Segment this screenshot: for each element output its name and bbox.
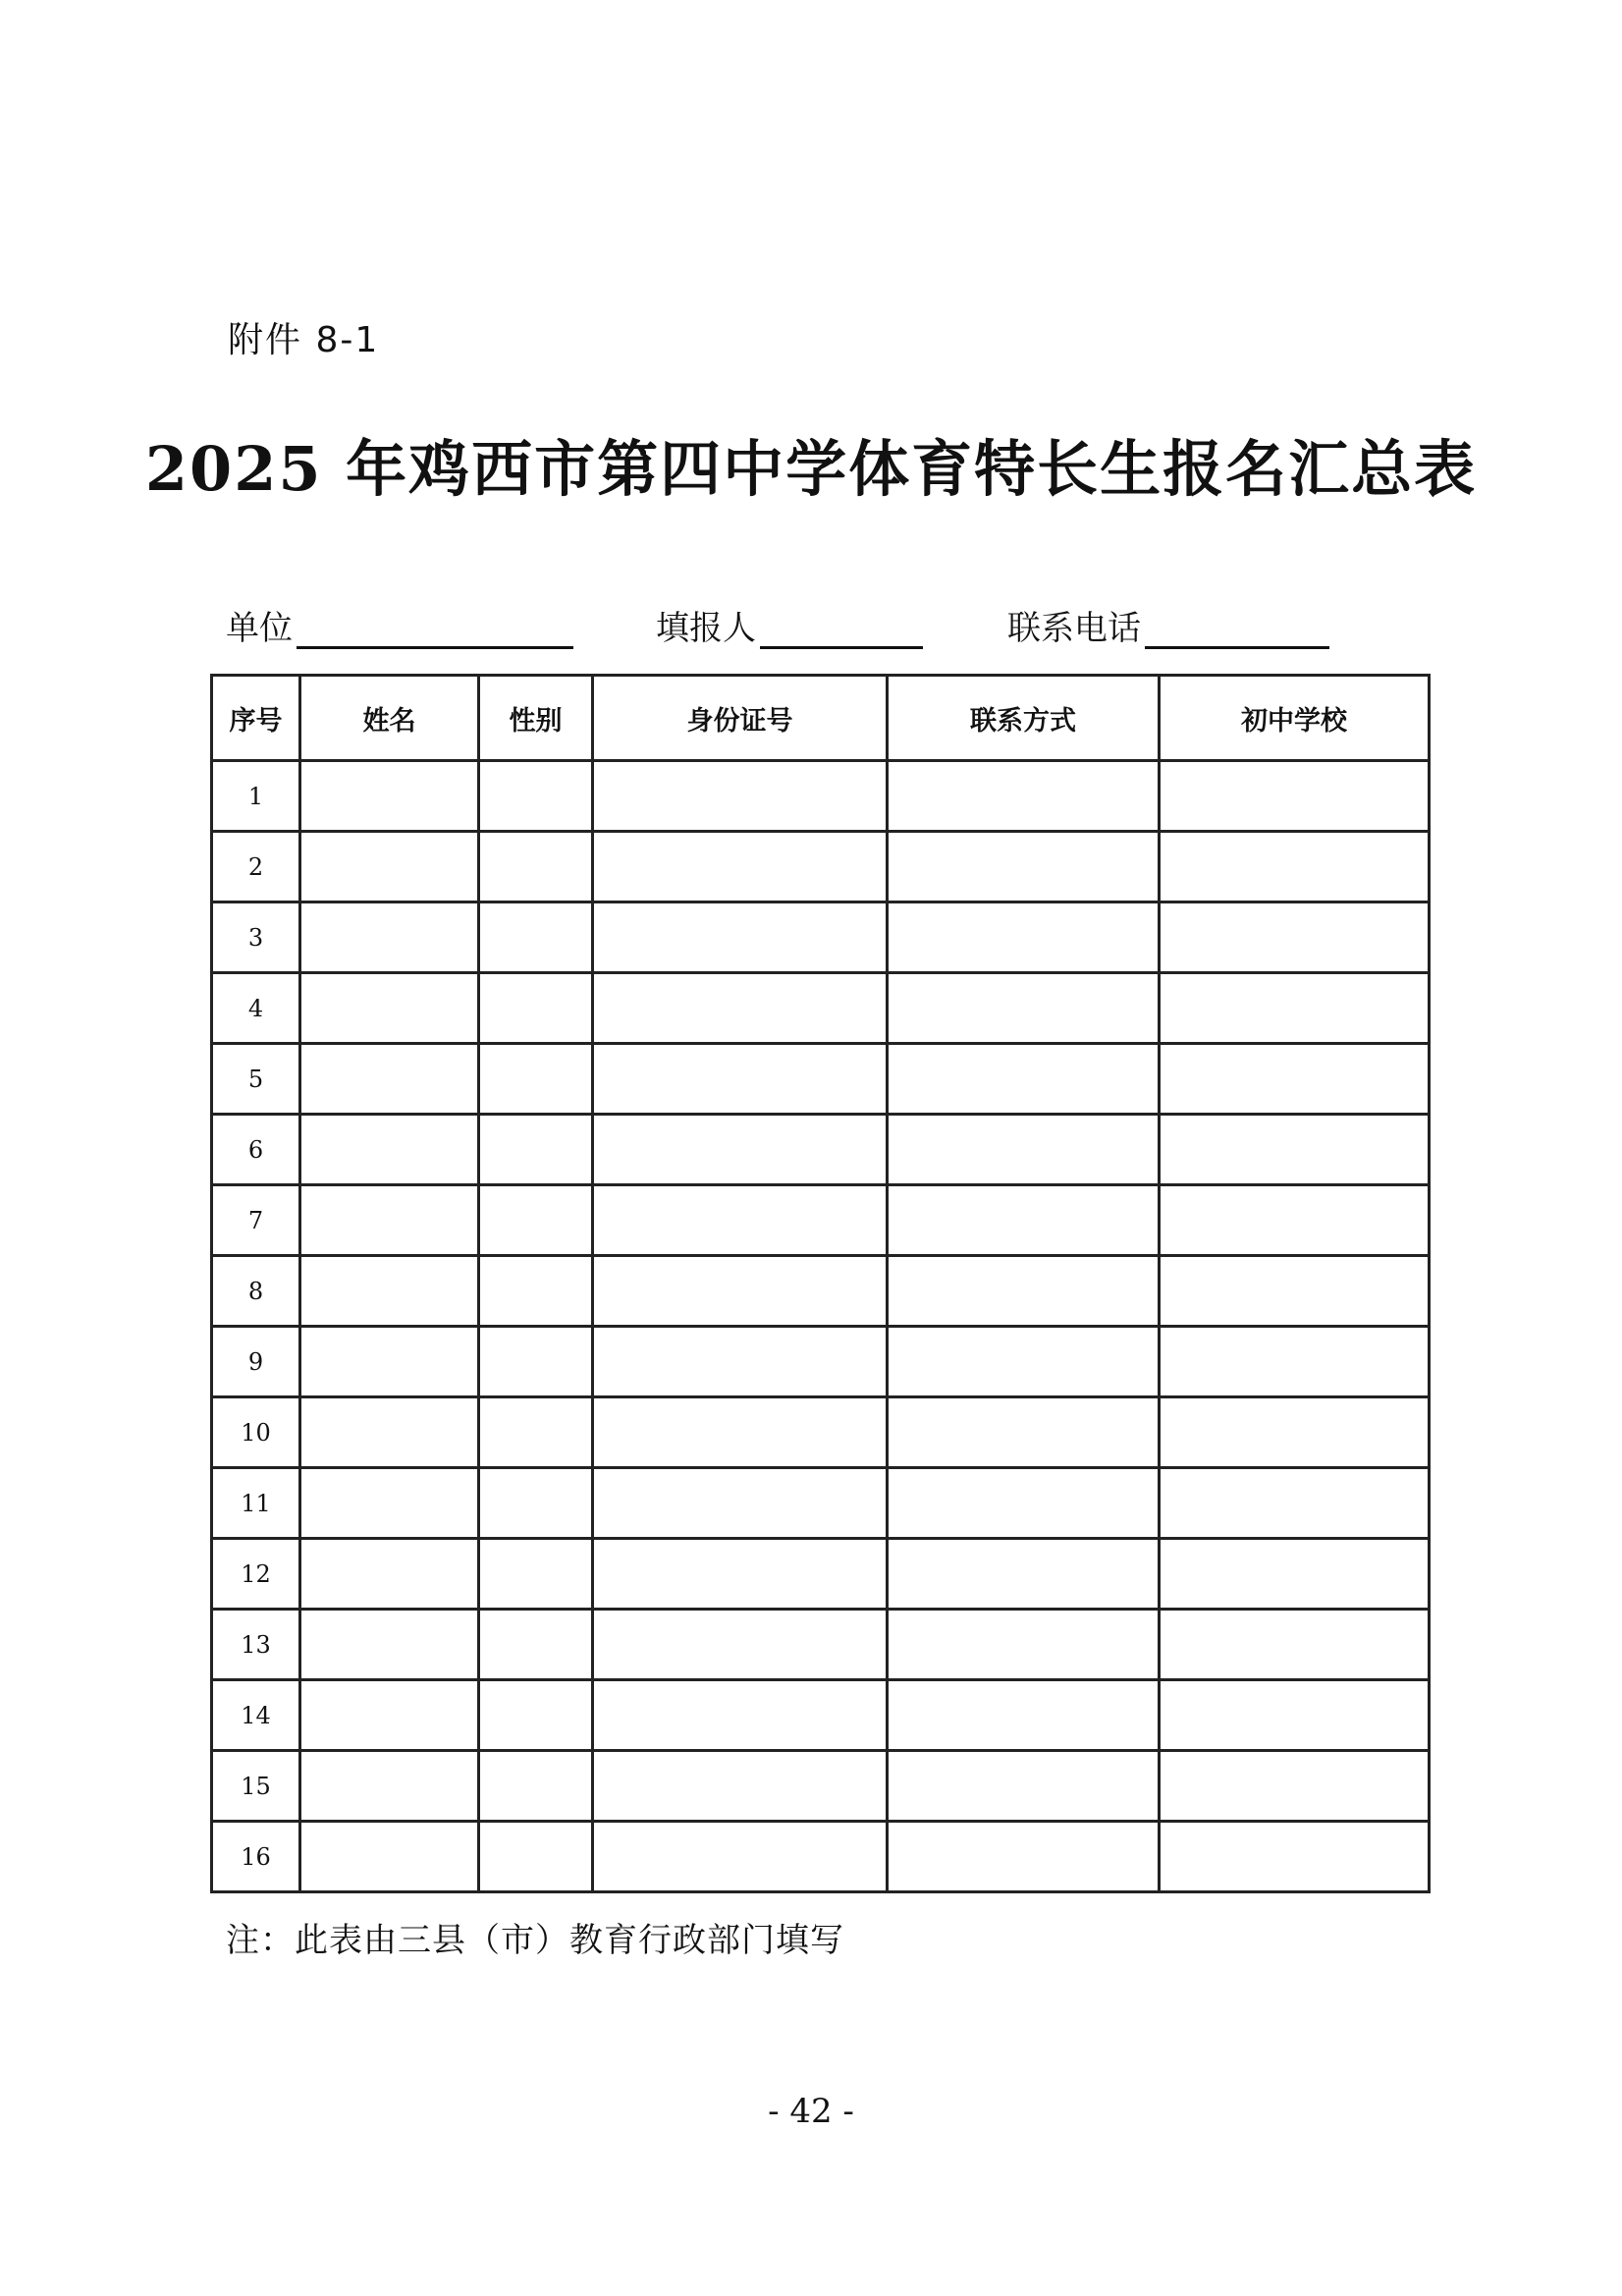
- gender-cell[interactable]: [479, 1610, 593, 1680]
- gender-cell[interactable]: [479, 1468, 593, 1539]
- id-number-cell[interactable]: [593, 902, 888, 973]
- contact-cell[interactable]: [888, 1256, 1160, 1327]
- name-cell[interactable]: [300, 1044, 479, 1115]
- name-cell[interactable]: [300, 1468, 479, 1539]
- name-cell[interactable]: [300, 973, 479, 1044]
- contact-cell[interactable]: [888, 1680, 1160, 1751]
- row-index: 5: [212, 1044, 300, 1115]
- row-index: 2: [212, 832, 300, 902]
- id-number-cell[interactable]: [593, 1751, 888, 1822]
- junior-school-cell[interactable]: [1160, 1751, 1430, 1822]
- header-id-number: 身份证号: [593, 676, 888, 761]
- junior-school-cell[interactable]: [1160, 1822, 1430, 1892]
- junior-school-cell[interactable]: [1160, 1044, 1430, 1115]
- table-row: [212, 761, 1430, 832]
- gender-cell[interactable]: [479, 1327, 593, 1397]
- row-index: 3: [212, 902, 300, 973]
- registration-table: [210, 674, 1431, 1893]
- name-cell[interactable]: [300, 1822, 479, 1892]
- gender-cell[interactable]: [479, 973, 593, 1044]
- phone-field[interactable]: [1007, 601, 1329, 649]
- id-number-cell[interactable]: [593, 1539, 888, 1610]
- row-index: 15: [212, 1751, 300, 1822]
- table-row: [212, 1539, 1430, 1610]
- id-number-cell[interactable]: [593, 1044, 888, 1115]
- gender-cell[interactable]: [479, 1044, 593, 1115]
- id-number-cell[interactable]: [593, 1468, 888, 1539]
- id-number-cell[interactable]: [593, 1115, 888, 1185]
- contact-cell[interactable]: [888, 1468, 1160, 1539]
- junior-school-cell[interactable]: [1160, 1397, 1430, 1468]
- table-row: [212, 1115, 1430, 1185]
- table-row: [212, 1256, 1430, 1327]
- table-row: [212, 1397, 1430, 1468]
- table-row: [212, 1822, 1430, 1892]
- name-cell[interactable]: [300, 1539, 479, 1610]
- unit-blank[interactable]: [297, 609, 573, 649]
- junior-school-cell[interactable]: [1160, 832, 1430, 902]
- row-index: 11: [212, 1468, 300, 1539]
- header-name: 姓名: [300, 676, 479, 761]
- id-number-cell[interactable]: [593, 1397, 888, 1468]
- table-row: [212, 1327, 1430, 1397]
- contact-cell[interactable]: [888, 1822, 1160, 1892]
- attachment-label: 附件 8-1: [228, 320, 380, 360]
- phone-blank[interactable]: [1145, 609, 1329, 649]
- header-junior-school: 初中学校: [1160, 676, 1430, 761]
- table-row: [212, 1680, 1430, 1751]
- filler-label: 填报人: [656, 609, 756, 648]
- document-title: 2025 年鸡西市第四中学体育特长生报名汇总表: [144, 433, 1478, 505]
- row-index: 4: [212, 973, 300, 1044]
- table-row: [212, 902, 1430, 973]
- id-number-cell[interactable]: [593, 1185, 888, 1256]
- table-row: [212, 1751, 1430, 1822]
- id-number-cell[interactable]: [593, 761, 888, 832]
- gender-cell[interactable]: [479, 832, 593, 902]
- contact-cell[interactable]: [888, 1327, 1160, 1397]
- junior-school-cell[interactable]: [1160, 1256, 1430, 1327]
- id-number-cell[interactable]: [593, 1256, 888, 1327]
- unit-label: 单位: [226, 609, 293, 648]
- header-row: [212, 676, 1430, 761]
- contact-cell[interactable]: [888, 1185, 1160, 1256]
- table-row: [212, 832, 1430, 902]
- filler-field[interactable]: [656, 601, 923, 649]
- contact-cell[interactable]: [888, 1539, 1160, 1610]
- gender-cell[interactable]: [479, 1751, 593, 1822]
- row-index: 10: [212, 1397, 300, 1468]
- gender-cell[interactable]: [479, 1256, 593, 1327]
- id-number-cell[interactable]: [593, 1822, 888, 1892]
- gender-cell[interactable]: [479, 902, 593, 973]
- row-index: 7: [212, 1185, 300, 1256]
- table-row: [212, 1044, 1430, 1115]
- header-contact: 联系方式: [888, 676, 1160, 761]
- contact-cell[interactable]: [888, 1751, 1160, 1822]
- name-cell[interactable]: [300, 1256, 479, 1327]
- gender-cell[interactable]: [479, 1539, 593, 1610]
- junior-school-cell[interactable]: [1160, 1610, 1430, 1680]
- id-number-cell[interactable]: [593, 973, 888, 1044]
- table-row: [212, 973, 1430, 1044]
- filler-blank[interactable]: [760, 609, 923, 649]
- header-gender: 性别: [479, 676, 593, 761]
- id-number-cell[interactable]: [593, 832, 888, 902]
- row-index: 16: [212, 1822, 300, 1892]
- name-cell[interactable]: [300, 1610, 479, 1680]
- gender-cell[interactable]: [479, 1185, 593, 1256]
- contact-cell[interactable]: [888, 1044, 1160, 1115]
- junior-school-cell[interactable]: [1160, 1185, 1430, 1256]
- row-index: 1: [212, 761, 300, 832]
- name-cell[interactable]: [300, 832, 479, 902]
- gender-cell[interactable]: [479, 1822, 593, 1892]
- id-number-cell[interactable]: [593, 1327, 888, 1397]
- name-cell[interactable]: [300, 1327, 479, 1397]
- table-row: [212, 1185, 1430, 1256]
- gender-cell[interactable]: [479, 1680, 593, 1751]
- header-index: 序号: [212, 676, 300, 761]
- id-number-cell[interactable]: [593, 1610, 888, 1680]
- row-index: 8: [212, 1256, 300, 1327]
- contact-cell[interactable]: [888, 832, 1160, 902]
- id-number-cell[interactable]: [593, 1680, 888, 1751]
- footnote: 注：此表由三县（市）教育行政部门填写: [226, 1921, 844, 1960]
- name-cell[interactable]: [300, 761, 479, 832]
- row-index: 14: [212, 1680, 300, 1751]
- name-cell[interactable]: [300, 1751, 479, 1822]
- name-cell[interactable]: [300, 1680, 479, 1751]
- junior-school-cell[interactable]: [1160, 1115, 1430, 1185]
- name-cell[interactable]: [300, 1115, 479, 1185]
- row-index: 6: [212, 1115, 300, 1185]
- gender-cell[interactable]: [479, 1397, 593, 1468]
- contact-cell[interactable]: [888, 973, 1160, 1044]
- junior-school-cell[interactable]: [1160, 1680, 1430, 1751]
- unit-field[interactable]: [226, 601, 573, 649]
- table-row: [212, 1610, 1430, 1680]
- contact-cell[interactable]: [888, 1610, 1160, 1680]
- name-cell[interactable]: [300, 902, 479, 973]
- row-index: 12: [212, 1539, 300, 1610]
- phone-label: 联系电话: [1007, 609, 1141, 648]
- junior-school-cell[interactable]: [1160, 973, 1430, 1044]
- gender-cell[interactable]: [479, 761, 593, 832]
- name-cell[interactable]: [300, 1397, 479, 1468]
- row-index: 9: [212, 1327, 300, 1397]
- name-cell[interactable]: [300, 1185, 479, 1256]
- gender-cell[interactable]: [479, 1115, 593, 1185]
- row-index: 13: [212, 1610, 300, 1680]
- junior-school-cell[interactable]: [1160, 761, 1430, 832]
- page-number: - 42 -: [768, 2092, 854, 2131]
- contact-cell[interactable]: [888, 1115, 1160, 1185]
- table-row: [212, 1468, 1430, 1539]
- contact-cell[interactable]: [888, 902, 1160, 973]
- contact-cell[interactable]: [888, 761, 1160, 832]
- contact-cell[interactable]: [888, 1397, 1160, 1468]
- junior-school-cell[interactable]: [1160, 902, 1430, 973]
- junior-school-cell[interactable]: [1160, 1539, 1430, 1610]
- junior-school-cell[interactable]: [1160, 1327, 1430, 1397]
- junior-school-cell[interactable]: [1160, 1468, 1430, 1539]
